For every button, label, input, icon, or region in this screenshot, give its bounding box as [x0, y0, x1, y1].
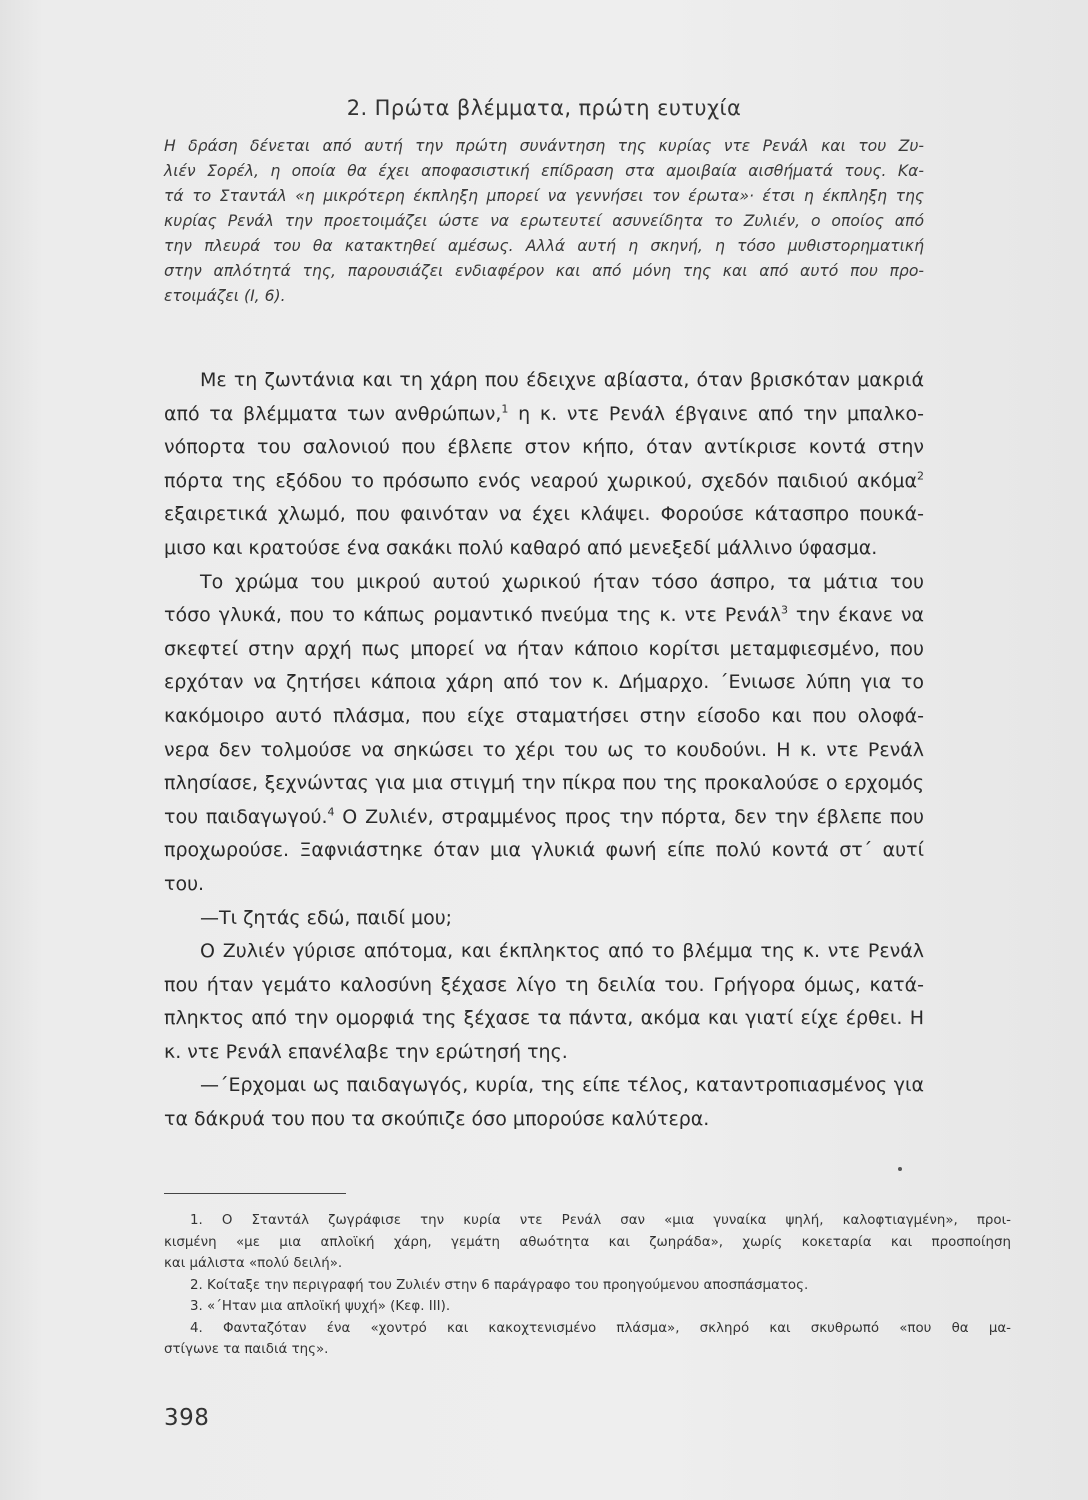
intro-summary	[164, 134, 924, 309]
footnote-ref-4: 4	[327, 805, 335, 819]
footnotes	[164, 1210, 1011, 1361]
footnote-ref-2: 2	[917, 469, 924, 483]
dialogue-line: —Τι ζητάς εδώ, παιδί μου;	[200, 906, 453, 929]
intro-line: ετοιμάζει (Ι, 6).	[164, 287, 286, 305]
body-line	[164, 398, 924, 432]
body-line: Το χρώμα του μικρού αυτού χωρικού ήταν τόσο άσπρο, τα μάτια του	[200, 570, 924, 593]
text-fragment: από τα βλέμματα των ανθρώπων,	[164, 402, 502, 425]
text-fragment: του παιδαγωγού.	[164, 805, 328, 828]
footnote-divider	[164, 1193, 346, 1194]
dialogue-line: —΄Ερχομαι ως παιδαγωγός, κυρία, της είπε τέλος, καταντροπιασμένος για	[200, 1074, 924, 1097]
intro-line: την πλευρά του θα κατακτηθεί αμέσως. Αλλά αυτή η σκηνή, η τόσο μυθιστορηματική	[164, 237, 924, 255]
text-fragment: τόσο γλυκά, που το κάπως ρομαντικό πνεύμα της κ. ντε Ρενάλ	[164, 604, 781, 627]
paper-speck	[898, 1167, 902, 1171]
footnote-4-line: 4. Φανταζόταν ένα «χοντρό και κακοχτενισμένο πλάσμα», σκληρό και σκυθρωπό «που θα μα-	[190, 1320, 1011, 1336]
footnote-3: 3. «΄Ηταν μια απλοϊκή ψυχή» (Κεφ. ΙΙΙ).	[190, 1299, 451, 1314]
body-line: πληκτος από την ομορφιά της ξέχασε τα πάντα, ακόμα και γιατί είχε έρθει. Η	[164, 1007, 924, 1030]
body-line	[164, 465, 924, 499]
footnote-1-line: και μάλιστα «πολύ δειλή».	[164, 1256, 343, 1271]
body-line: εξαιρετικά χλωμό, που φαινόταν να έχει κλάψει. Φορούσε κάτασπρο πουκά-	[164, 503, 924, 526]
body-line: κακόμοιρο αυτό πλάσμα, που είχε σταματήσει στην είσοδο και που ολοφά-	[164, 704, 924, 727]
body-line	[164, 599, 924, 633]
text-fragment: την έκανε να	[787, 604, 924, 627]
body-line: προχωρούσε. Ξαφνιάστηκε όταν μια γλυκιά φωνή είπε πολύ κοντά στ΄ αυτί	[164, 839, 924, 862]
body-line: Ο Ζυλιέν γύρισε απότομα, και έκπληκτος από το βλέμμα της κ. ντε Ρενάλ	[200, 940, 924, 963]
footnote-4-line: στίγωνε τα παιδιά της».	[164, 1342, 329, 1357]
intro-line: στην απλότητά της, παρουσιάζει ενδιαφέρον και από μόνη της και από αυτό που προ-	[164, 262, 924, 280]
intro-line: κυρίας Ρενάλ την προετοιμάζει ώστε να ερωτευτεί ασυνείδητα το Ζυλιέν, ο οποίος από	[164, 212, 924, 230]
body-line: του.	[164, 872, 205, 895]
intro-line: λιέν Σορέλ, η οποία θα έχει αποφασιστική επίδραση στα αμοιβαία αισθήματά τους. Κα-	[164, 162, 924, 180]
footnote-ref-3: 3	[780, 603, 788, 617]
text-fragment: η κ. ντε Ρενάλ έβγαινε από την μπαλκο-	[508, 402, 924, 425]
body-line: νόπορτα του σαλονιού που έβλεπε στον κήπο, όταν αντίκρισε κοντά στην	[164, 436, 924, 459]
body-line: μισο και κρατούσε ένα σακάκι πολύ καθαρό από μενεξεδί μάλλινο ύφασμα.	[164, 536, 878, 559]
body-line: ερχόταν να ζητήσει κάποια χάρη από τον κ. Δήμαρχο. ΄Ενιωσε λύπη για το	[164, 671, 924, 694]
intro-line: Η δράση δένεται από αυτή την πρώτη συνάντηση της κυρίας ντε Ρενάλ και του Ζυ-	[164, 137, 924, 155]
body-line: νερα δεν τολμούσε να σηκώσει το χέρι του ως το κουδούνι. Η κ. ντε Ρενάλ	[164, 738, 924, 761]
intro-line: τά το Σταντάλ «η μικρότερη έκπληξη μπορεί να γεννήσει τον έρωτα»· έτσι η έκπληξη της	[164, 187, 924, 205]
section-heading: 2. Πρώτα βλέμματα, πρώτη ευτυχία	[346, 96, 742, 120]
body-line	[164, 801, 924, 835]
body-line: τα δάκρυά του που τα σκούπιζε όσο μπορούσε καλύτερα.	[164, 1108, 710, 1131]
page-number: 398	[164, 1405, 210, 1431]
body-line: κ. ντε Ρενάλ επανέλαβε την ερώτησή της.	[164, 1040, 568, 1063]
body-line: πλησίασε, ξεχνώντας για μια στιγμή την πίκρα που της προκαλούσε ο ερχομός	[164, 772, 924, 795]
text-fragment: Ο Ζυλιέν, στραμμένος προς την πόρτα, δεν την έβλεπε που	[334, 805, 924, 828]
text-fragment: πόρτα της εξόδου το πρόσωπο ενός νεαρού χωρικού, σχεδόν παιδιού ακόμα	[164, 469, 917, 492]
footnote-2: 2. Κοίταξε την περιγραφή του Ζυλιέν στην 6 παράγραφο του προηγούμενου αποσπάσματος.	[190, 1277, 809, 1293]
footnote-ref-1: 1	[501, 402, 509, 416]
footnote-1-line: κισμένη «με μια απλοϊκή χάρη, γεμάτη αθωότητα και ζωηράδα», χωρίς κοκεταρία και προσποίηση	[164, 1234, 1011, 1250]
footnote-1-line: 1. Ο Σταντάλ ζωγράφισε την κυρία ντε Ρενάλ σαν «μια γυναίκα ψηλή, καλοφτιαγμένη», προι-	[190, 1213, 1011, 1228]
main-text	[164, 364, 924, 1137]
body-line: σκεφτεί στην αρχή πως μπορεί να ήταν κάποιο κορίτσι μεταμφιεσμένο, που	[164, 637, 924, 660]
body-line: που ήταν γεμάτο καλοσύνη ξέχασε λίγο τη δειλία του. Γρήγορα όμως, κατά-	[164, 973, 924, 996]
body-line: Με τη ζωντάνια και τη χάρη που έδειχνε αβίαστα, όταν βρισκόταν μακριά	[200, 369, 924, 391]
